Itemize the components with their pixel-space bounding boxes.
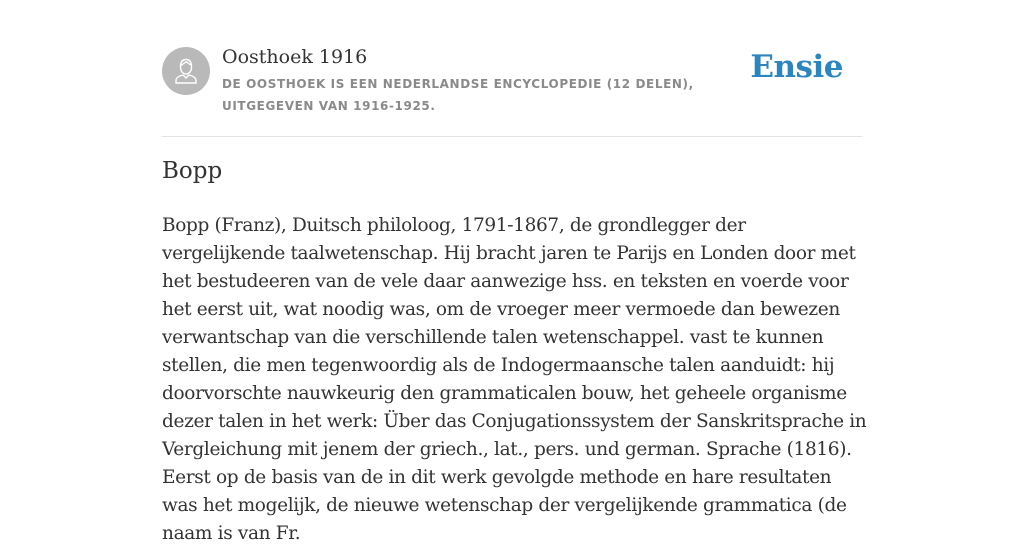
brand-logo[interactable]: Ensie	[750, 49, 843, 85]
source-description: DE OOSTHOEK IS EEN NEDERLANDSE ENCYCLOPEDIE (12 DELEN), UITGEGEVEN VAN 1916-1925.	[222, 77, 694, 113]
source-title[interactable]: Oosthoek 1916	[222, 46, 368, 68]
entry-body: Bopp (Franz), Duitsch philoloog, 1791-1867, de grondlegger der vergelijkende taalwetenschap. Hij bracht jaren te Parijs en Londen door met het bestudeeren van de vele daar aanwezige hss. en teksten en voerde voor het eerst uit, wat noodig was, om de vroeger meer vermoede dan bewezen verwantschap van die verschillende talen wetenschappel. vast te kunnen stellen, die men tegenwoordig als de Indogermaansche talen aanduidt: hij doorvorschte nauwkeurig den grammaticalen bouw, het geheele organisme dezer talen in het werk: Über das Conjugationssystem der Sanskritsprache in Vergleichung mit jenem der griech., lat., pers. und german. Sprache (1816). Eerst op de basis van de in dit werk gevolgde methode en hare resultaten was het mogelijk, de nieuwe wetenschap der vergelijkende grammatica (de naam is van Fr.	[162, 215, 867, 544]
user-icon	[162, 47, 210, 95]
source-avatar[interactable]	[162, 47, 210, 95]
source-header	[162, 46, 862, 137]
entry-title: Bopp	[162, 158, 223, 184]
